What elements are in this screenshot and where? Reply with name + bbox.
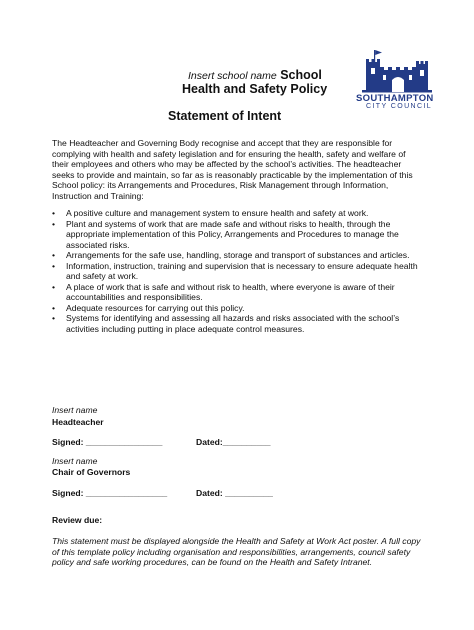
list-item: • Information, instruction, training and supervision that is necessary to ensure adequate health and safety at work. — [52, 260, 418, 281]
headteacher-dated-line[interactable]: Dated:__________ — [196, 437, 271, 447]
policy-title: Health and Safety Policy — [182, 82, 328, 96]
insert-school-name: Insert school name — [188, 70, 277, 82]
logo-text-city-council: CITY COUNCIL — [366, 103, 433, 110]
list-item: • A positive culture and management system to ensure health and safety at work. — [52, 208, 369, 218]
headteacher-role: Headteacher — [52, 417, 104, 427]
chair-signed-line[interactable]: Signed: _________________ — [52, 488, 168, 498]
list-item: • Arrangements for the safe use, handling, storage and transport of substances and articles. — [52, 250, 410, 260]
list-item: • Adequate resources for carrying out this policy. — [52, 302, 245, 313]
school-name-line — [188, 68, 322, 82]
bullet-icon: • — [52, 250, 56, 260]
bullet-icon: • — [52, 208, 56, 218]
bullet-icon: • — [52, 302, 56, 313]
bullet-icon: • — [52, 281, 56, 292]
footer-note: This statement must be displayed alongside the Health and Safety at Work Act poster. A full copy of this template policy including organisation and responsibilities, arrangements, council safety policy and safe working procedures, can be found on the Health and Safety Intranet. — [52, 536, 421, 567]
logo-text-southampton: SOUTHAMPTON — [356, 93, 434, 104]
school-word: School — [276, 68, 322, 82]
review-due: Review due: — [52, 515, 103, 525]
bullet-icon: • — [52, 313, 56, 323]
intro-paragraph: The Headteacher and Governing Body recognise and accept that they are responsible for complying with health and safety legislation and for ensuring the health, safety and welfare of their employees and others who may be affected by the school’s activities. The headteacher seeks to provide and maintain, so far as is reasonably practicable by the implementation of this School policy: its Arrangements and Procedures, Risk Management through Information, Instruction and Training: — [52, 138, 413, 201]
list-item: • Plant and systems of work that are made safe and without risks to health, through the appropriate implementation of this Policy, Arrangements and Procedures to manage the associated risks. — [52, 218, 399, 250]
statement-title: Statement of Intent — [168, 109, 282, 123]
headteacher-signed-line[interactable]: Signed: ________________ — [52, 437, 163, 447]
headteacher-insert-name: Insert name — [52, 405, 98, 415]
commitments-list — [52, 208, 424, 334]
bullet-icon: • — [52, 260, 56, 271]
chair-role: Chair of Governors — [52, 467, 131, 477]
list-item: • Systems for identifying and assessing all hazards and risks associated with the school’s activities including putting in place adequate control measures. — [52, 313, 400, 334]
bullet-icon: • — [52, 218, 56, 229]
chair-insert-name: Insert name — [52, 456, 98, 466]
list-item: • A place of work that is safe and without risk to health, where everyone is aware of their accountabilities and responsibilities. — [52, 281, 395, 302]
chair-dated-line[interactable]: Dated: __________ — [196, 488, 273, 498]
